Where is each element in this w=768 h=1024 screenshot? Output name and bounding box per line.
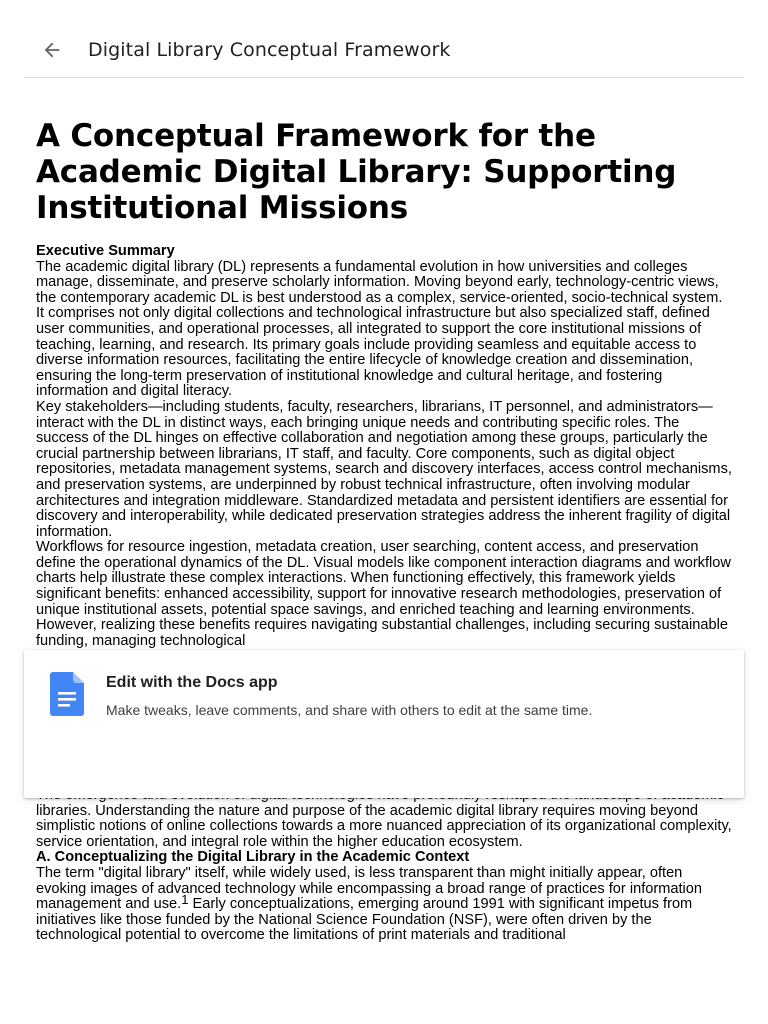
paragraph: libraries. Understanding the nature and purpose of the academic digital library requires moving beyond simplistic notions of online collections towards a more nuanced appreciation of its organizational complexity, service orientation, and integral role within the higher education ecosystem. <box>36 802 732 850</box>
section-a-heading: A. Conceptualizing the Digital Library in the Academic Context <box>36 849 470 866</box>
back-button[interactable] <box>24 22 80 78</box>
document-title: A Conceptual Framework for the Academic Digital Library: Supporting Institutional Missions <box>36 118 677 226</box>
paragraph <box>36 866 732 944</box>
paragraph-text: Early conceptualizations, emerging around 1991 with significant impetus from initiatives like those funded by the National Science Foundation (NSF), were often driven by the technological potential to overcome the limitations of print materials and traditional <box>36 896 693 944</box>
document-content <box>36 118 732 649</box>
docs-app-banner[interactable] <box>24 650 744 798</box>
app-bar <box>24 22 744 78</box>
google-docs-icon <box>50 672 84 716</box>
page-title: Digital Library Conceptual Framework <box>88 38 451 61</box>
document-body-continued <box>36 788 732 944</box>
arrow-back-icon <box>41 39 63 61</box>
executive-summary-heading: Executive Summary <box>36 243 175 259</box>
paragraph: Workflows for resource ingestion, metadata creation, user searching, content access, and preservation define the operational dynamics of the DL. Visual models like component interaction diagrams and workflow charts help illustrate these complex interactions. When functioning effectively, this framework yields significant benefits: enhanced accessibility, support for innovative research methodologies, preservation of unique institutional assets, potential space savings, and enriched teaching and learning environments. However, realizing these benefits requires navigating substantial challenges, including securing sustainable funding, managing technological <box>36 539 731 649</box>
banner-title: Edit with the Docs app <box>106 674 278 691</box>
paragraph: The academic digital library (DL) represents a fundamental evolution in how universities and colleges manage, disseminate, and preserve scholarly information. Moving beyond early, technology-centric views, the contemporary academic DL is best understood as a complex, service-oriented, socio-technical system. It comprises not only digital collections and technological infrastructure but also specialized staff, defined user communities, and operational processes, all integrated to support the core institutional missions of teaching, learning, and research. Its primary goals include providing seamless and equitable access to diverse information resources, facilitating the entire lifecycle of knowledge creation and dissemination, ensuring the long-term preservation of institutional knowledge and cultural heritage, and fostering information and digital literacy. <box>36 258 723 400</box>
footnote-reference[interactable]: 1 <box>181 892 189 908</box>
paragraph: Key stakeholders—including students, faculty, researchers, librarians, IT personnel, and administrators—interact with the DL in distinct ways, each bringing unique needs and contributing specific roles. The success of the DL hinges on effective collaboration and negotiation among these groups, particularly the crucial partnership between librarians, IT staff, and faculty. Core components, such as digital object repositories, metadata management systems, search and discovery interfaces, access control mechanisms, and preservation systems, are underpinned by robust technical infrastructure, often involving modular architectures and integration middleware. Standardized metadata and persistent identifiers are essential for discovery and interoperability, while dedicated preservation strategies address the inherent fragility of digital information. <box>36 398 732 540</box>
paragraph-text: The term "digital library" itself, while widely used, is less transparent than might initially appear, often evoking images of advanced technology while encompassing a broad range of practices for information management and use. <box>36 864 703 913</box>
document-body <box>36 244 732 649</box>
banner-subtitle: Make tweaks, leave comments, and share with others to edit at the same time. <box>106 702 593 718</box>
